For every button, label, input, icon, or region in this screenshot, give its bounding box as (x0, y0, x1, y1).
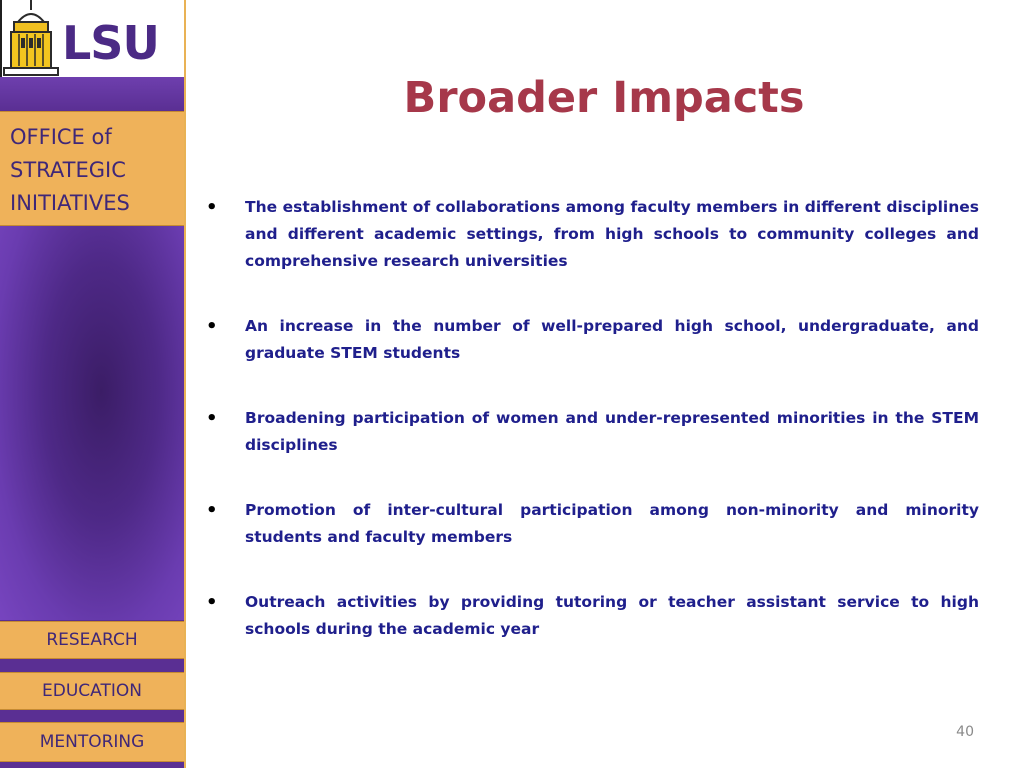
bullet-item (206, 194, 979, 275)
memorial-tower-icon (0, 0, 62, 77)
sidebar-band (0, 77, 184, 111)
page-number: 40 (956, 724, 974, 740)
office-label-box (0, 111, 184, 226)
bullet-icon: • (206, 500, 218, 521)
bullet-item (206, 497, 979, 551)
office-label (10, 121, 180, 220)
bullet-text: Outreach activities by providing tutoring or teacher assistant service to high schools during the academic year (245, 593, 979, 638)
bullet-text: An increase in the number of well-prepared high school, undergraduate, and graduate STEM students (245, 317, 979, 362)
nav-mentoring-button[interactable]: MENTORING (0, 722, 184, 762)
bullet-list (206, 194, 979, 681)
sidebar-gradient-panel (0, 226, 184, 620)
bullet-icon: • (206, 197, 218, 218)
office-line: STRATEGIC (10, 158, 126, 182)
bullet-icon: • (206, 408, 218, 429)
bullet-icon: • (206, 592, 218, 613)
bullet-text: The establishment of collaborations among faculty members in different disciplines and different academic settings, from high schools to community colleges and comprehensive research universities (245, 198, 979, 270)
office-line: INITIATIVES (10, 191, 130, 215)
bullet-item (206, 589, 979, 643)
bullet-icon: • (206, 316, 218, 337)
lsu-wordmark: LSU (62, 16, 159, 70)
bullet-item (206, 313, 979, 367)
bullet-item (206, 405, 979, 459)
office-line: OFFICE of (10, 125, 112, 149)
sidebar (0, 0, 186, 768)
lsu-logo[interactable] (0, 0, 184, 77)
bullet-text: Promotion of inter-cultural participation among non-minority and minority students and faculty members (245, 501, 979, 546)
bullet-text: Broadening participation of women and under-represented minorities in the STEM disciplines (245, 409, 979, 454)
nav-research-button[interactable]: RESEARCH (0, 621, 184, 659)
slide-title: Broader Impacts (403, 73, 805, 123)
nav-education-button[interactable]: EDUCATION (0, 672, 184, 710)
